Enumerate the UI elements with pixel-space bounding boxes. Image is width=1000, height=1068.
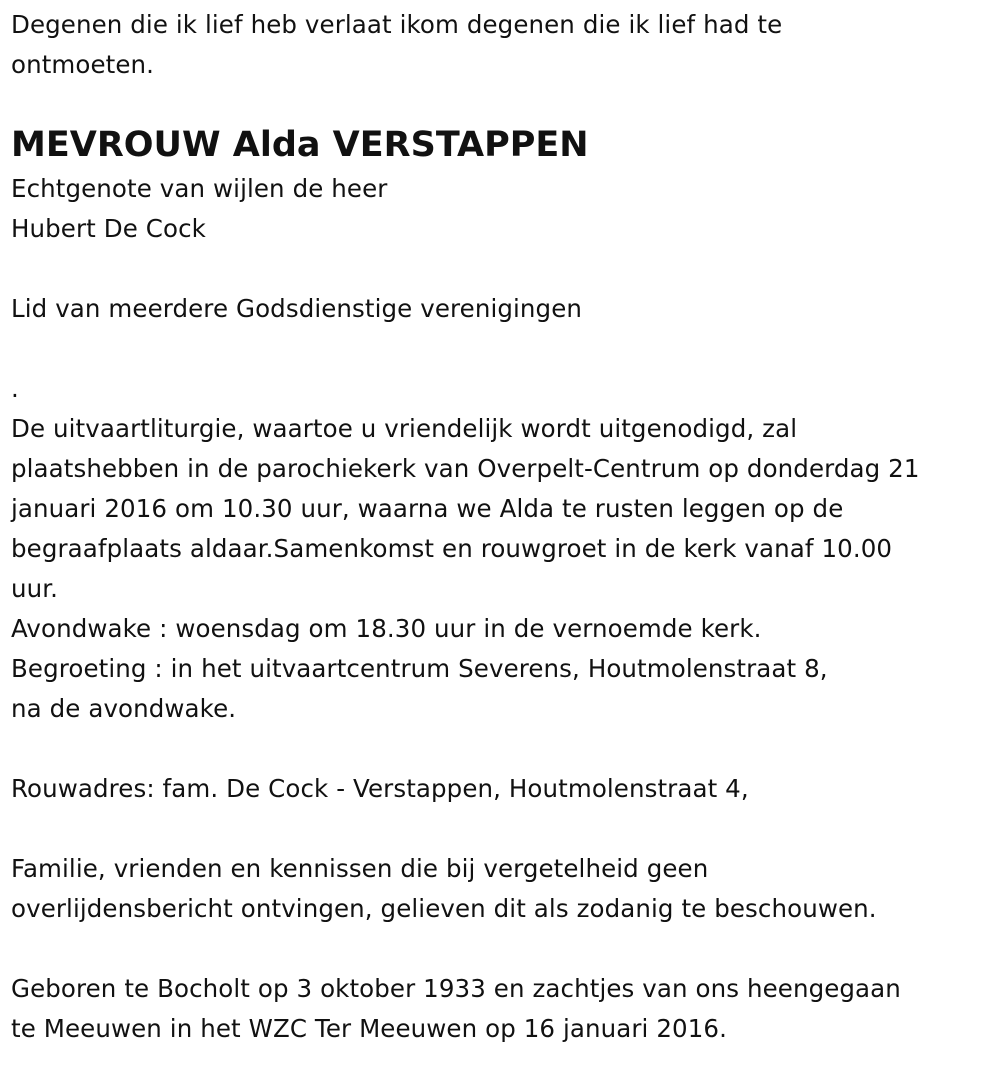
birth-death-line-1: Geboren te Bocholt op 3 oktober 1933 en zachtjes van ons heengegaan bbox=[11, 974, 901, 1003]
funeral-line-3: januari 2016 om 10.30 uur, waarna we Alda te rusten leggen op de bbox=[11, 494, 844, 523]
funeral-line-4: begraafplaats aldaar.Samenkomst en rouwgroet in de kerk vanaf 10.00 bbox=[11, 534, 893, 563]
separator-dot: . bbox=[11, 374, 19, 403]
notice-line-1: Familie, vrienden en kennissen die bij vergetelheid geen bbox=[11, 854, 709, 883]
funeral-line-2: plaatshebben in de parochiekerk van Overpelt-Centrum op donderdag 21 bbox=[11, 454, 920, 483]
quote-line-1: Degenen die ik lief heb verlaat ikom degenen die ik lief had te bbox=[11, 10, 783, 39]
spouse-line-1: Echtgenote van wijlen de heer bbox=[11, 174, 388, 203]
deceased-name: MEVROUW Alda VERSTAPPEN bbox=[11, 125, 589, 165]
spouse-line-2: Hubert De Cock bbox=[11, 214, 206, 243]
greeting-line-1: Begroeting : in het uitvaartcentrum Severens, Houtmolenstraat 8, bbox=[11, 654, 828, 683]
notice-line-2: overlijdensbericht ontvingen, gelieven dit als zodanig te beschouwen. bbox=[11, 894, 877, 923]
birth-death-line-2: te Meeuwen in het WZC Ter Meeuwen op 16 januari 2016. bbox=[11, 1014, 727, 1043]
spacer bbox=[11, 929, 986, 969]
spacer bbox=[11, 329, 986, 369]
spacer bbox=[11, 809, 986, 849]
greeting-line-2: na de avondwake. bbox=[11, 694, 237, 723]
funeral-line-1: De uitvaartliturgie, waartoe u vriendelijk wordt uitgenodigd, zal bbox=[11, 414, 798, 443]
quote-line-2: ontmoeten. bbox=[11, 50, 155, 79]
spacer bbox=[11, 729, 986, 769]
funeral-line-5: uur. bbox=[11, 574, 59, 603]
spacer bbox=[11, 249, 986, 289]
membership-text: Lid van meerdere Godsdienstige verenigingen bbox=[11, 294, 582, 323]
wake-text: Avondwake : woensdag om 18.30 uur in de vernoemde kerk. bbox=[11, 614, 762, 643]
mourning-address: Rouwadres: fam. De Cock - Verstappen, Houtmolenstraat 4, bbox=[11, 774, 749, 803]
obituary-notice bbox=[11, 5, 986, 1049]
